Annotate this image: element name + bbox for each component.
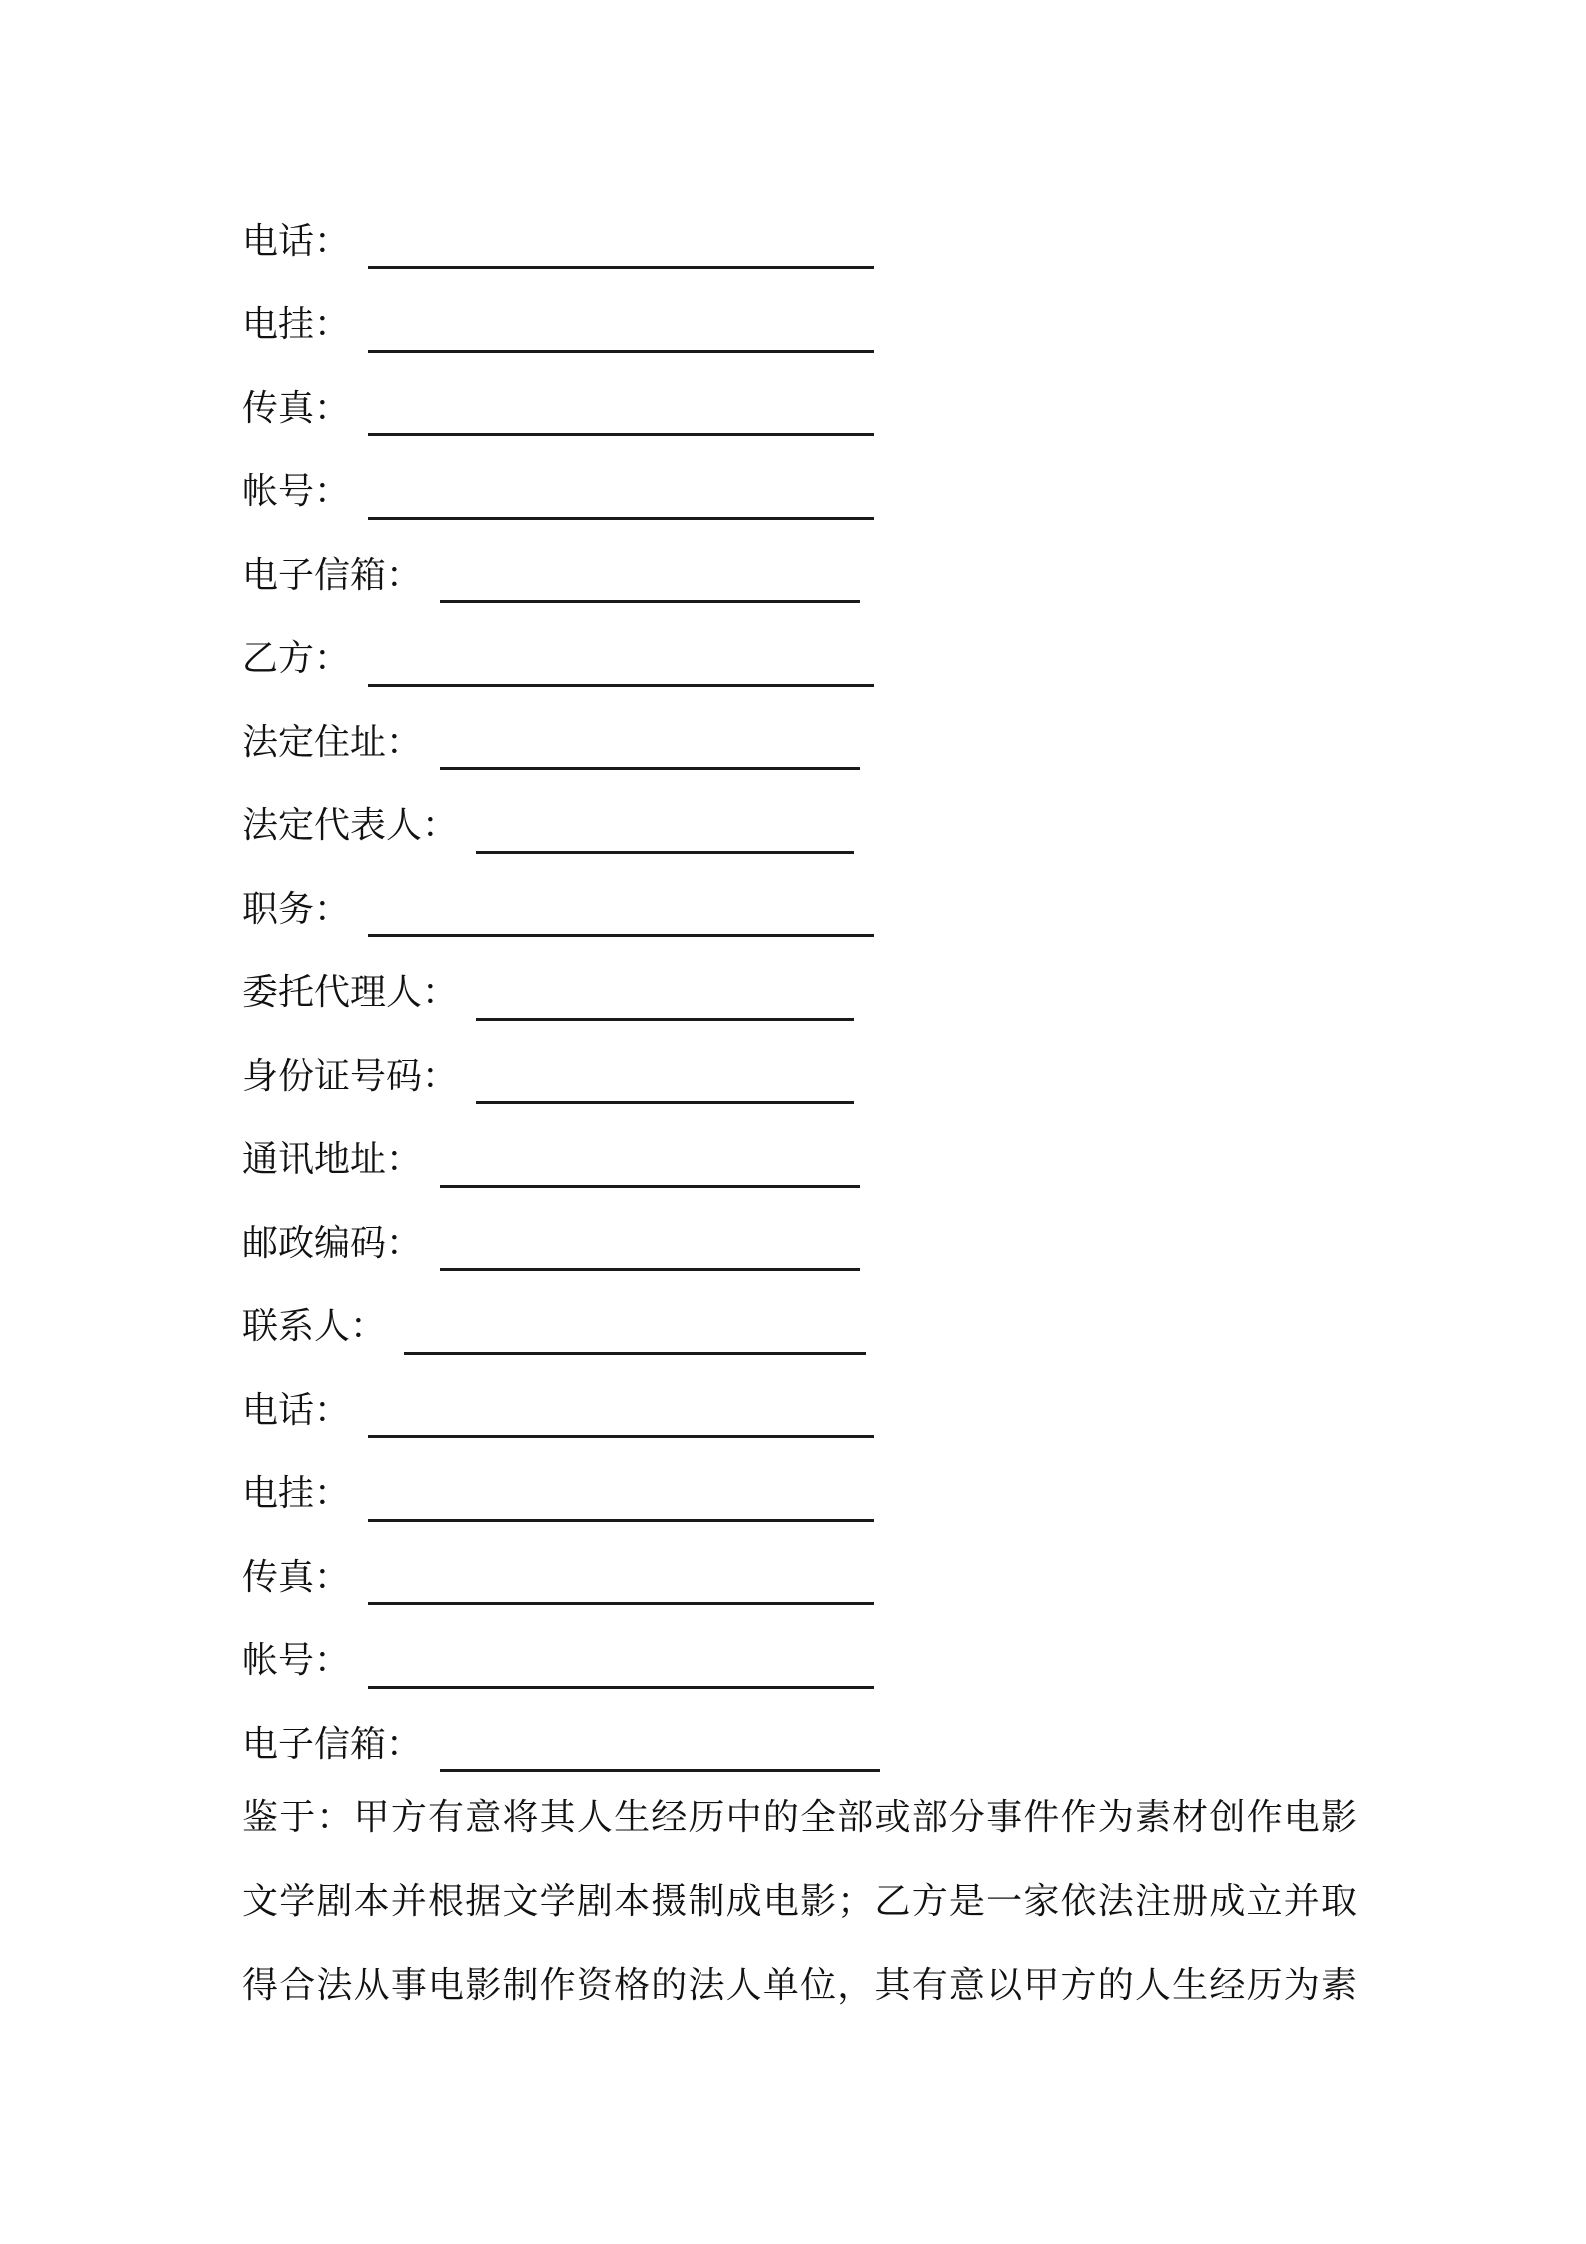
field-colon: ： [422, 1055, 459, 1097]
field-colon: ： [314, 1640, 351, 1682]
field-legal-address [242, 701, 1362, 785]
field-colon: ： [386, 554, 423, 596]
field-label: 电话 [242, 1389, 315, 1431]
field-label: 传真 [242, 387, 315, 429]
field-account-b [242, 1620, 1362, 1704]
field-label: 帐号 [242, 471, 315, 513]
field-email-b [242, 1703, 1362, 1787]
field-label: 电挂 [242, 1473, 315, 1515]
field-phone [242, 200, 1362, 284]
field-label: 通讯地址 [242, 1139, 387, 1181]
fill-in-blank[interactable] [368, 230, 874, 269]
field-colon: ： [386, 1723, 423, 1765]
field-party-b [242, 618, 1362, 702]
fill-in-blank[interactable] [440, 1149, 860, 1188]
field-label: 帐号 [242, 1640, 315, 1682]
field-colon: ： [314, 220, 351, 262]
field-fax [242, 367, 1362, 451]
field-colon: ： [314, 471, 351, 513]
field-label: 电话 [242, 220, 315, 262]
field-account [242, 451, 1362, 535]
field-label: 委托代理人 [242, 972, 423, 1014]
field-postal-code [242, 1202, 1362, 1286]
field-label: 电子信箱 [242, 1723, 387, 1765]
fill-in-blank[interactable] [476, 982, 854, 1021]
field-colon: ： [422, 805, 459, 847]
fill-in-blank[interactable] [440, 731, 860, 770]
field-colon: ： [350, 1306, 387, 1348]
fill-in-blank[interactable] [368, 1399, 874, 1438]
field-colon: ： [314, 888, 351, 930]
field-legal-representative [242, 785, 1362, 869]
field-label: 电挂 [242, 304, 315, 346]
field-colon: ： [422, 972, 459, 1014]
fill-in-blank[interactable] [404, 1316, 866, 1355]
field-cable-b [242, 1453, 1362, 1537]
field-label: 电子信箱 [242, 554, 387, 596]
fill-in-blank[interactable] [476, 815, 854, 854]
fill-in-blank[interactable] [368, 481, 874, 520]
field-email [242, 534, 1362, 618]
recital-paragraph [242, 1776, 1358, 2028]
field-label: 职务 [242, 888, 315, 930]
field-authorized-agent [242, 952, 1362, 1036]
field-mailing-address [242, 1119, 1362, 1203]
field-label: 法定代表人 [242, 805, 423, 847]
fill-in-blank[interactable] [368, 1483, 874, 1522]
fill-in-blank[interactable] [476, 1065, 854, 1104]
fill-in-blank[interactable] [368, 1566, 874, 1605]
field-colon: ： [386, 1139, 423, 1181]
field-label: 邮政编码 [242, 1222, 387, 1264]
field-colon: ： [314, 387, 351, 429]
field-colon: ： [314, 1473, 351, 1515]
fill-in-blank[interactable] [368, 648, 874, 687]
fill-in-blank[interactable] [368, 1650, 874, 1689]
fill-in-blank[interactable] [368, 397, 874, 436]
fill-in-blank[interactable] [368, 898, 874, 937]
fill-in-blank[interactable] [368, 314, 874, 353]
field-label: 乙方 [242, 638, 315, 680]
field-colon: ： [314, 638, 351, 680]
field-id-number [242, 1035, 1362, 1119]
field-label: 法定住址 [242, 721, 387, 763]
paragraph-line: 得合法从事电影制作资格的法人单位，其有意以甲方的人生经历为素 [242, 1965, 1358, 2006]
field-colon: ： [386, 721, 423, 763]
field-position [242, 868, 1362, 952]
field-contact-person [242, 1286, 1362, 1370]
field-label: 传真 [242, 1556, 315, 1598]
field-colon: ： [314, 1556, 351, 1598]
field-fax-b [242, 1536, 1362, 1620]
field-label: 身份证号码 [242, 1055, 423, 1097]
paragraph-line: 鉴于：甲方有意将其人生经历中的全部或部分事件作为素材创作电影 [242, 1797, 1358, 1838]
field-cable [242, 284, 1362, 368]
fill-in-blank[interactable] [440, 564, 860, 603]
field-colon: ： [386, 1222, 423, 1264]
contract-party-form [242, 200, 1362, 1787]
field-label: 联系人 [242, 1306, 351, 1348]
fill-in-blank[interactable] [440, 1733, 880, 1772]
field-phone-b [242, 1369, 1362, 1453]
field-colon: ： [314, 1389, 351, 1431]
fill-in-blank[interactable] [440, 1232, 860, 1271]
paragraph-line: 文学剧本并根据文学剧本摄制成电影；乙方是一家依法注册成立并取 [242, 1881, 1358, 1922]
field-colon: ： [314, 304, 351, 346]
